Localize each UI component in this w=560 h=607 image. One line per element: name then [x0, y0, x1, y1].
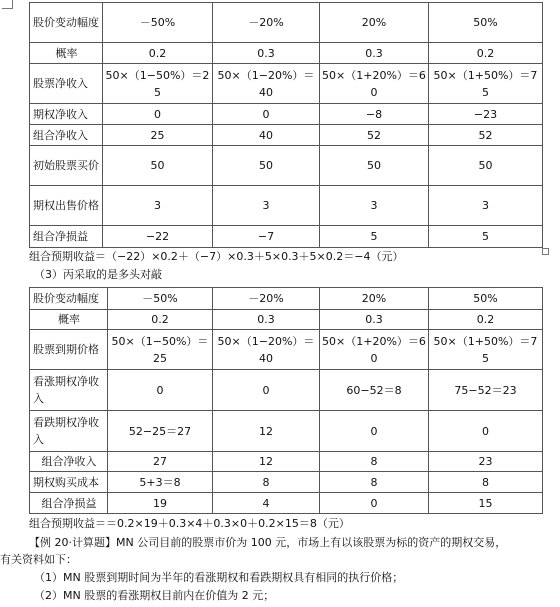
list-item: （1）MN 股票到期时间为半年的看涨期权和看跌期权具有相同的执行价格；	[34, 571, 404, 584]
table-cell: 0.2	[429, 43, 543, 64]
table-cell: 0	[103, 104, 213, 125]
long-straddle-table	[29, 287, 543, 514]
table-cell: 50%	[429, 288, 543, 310]
table-cell: 50	[429, 146, 543, 186]
table-row	[30, 493, 543, 514]
table-cell: 15	[429, 493, 543, 514]
table-row	[30, 472, 543, 493]
section-heading: （3）丙采取的是多头对敲	[34, 268, 162, 281]
table-cell: 3	[213, 186, 320, 226]
table-cell: －50%	[103, 3, 213, 43]
table-cell: 0.3	[320, 310, 429, 330]
table-end-icon	[542, 248, 549, 255]
table-row	[30, 146, 543, 186]
covered-call-table	[29, 2, 543, 248]
table-cell: 0	[429, 411, 543, 452]
table-cell: −22	[103, 226, 213, 248]
table-cell: 50×（1−20%）＝40	[213, 64, 320, 104]
table-row	[30, 226, 543, 248]
example-text: 有关资料如下：	[0, 553, 77, 566]
table-cell: －50%	[108, 288, 213, 310]
table-row	[30, 64, 543, 104]
table-cell: 40	[213, 125, 320, 146]
table-cell: 8	[429, 472, 543, 493]
table-cell: 20%	[320, 3, 429, 43]
table-cell: 0.2	[429, 310, 543, 330]
row-label: 组合净收入	[30, 125, 103, 146]
row-label: 期权净收入	[30, 104, 103, 125]
table-cell: 5	[429, 226, 543, 248]
row-label: 看涨期权净收入	[30, 370, 108, 411]
table-cell: 5+3＝8	[108, 472, 213, 493]
row-label: 初始股票买价	[30, 146, 103, 186]
table-cell: 0	[213, 104, 320, 125]
table-cell: 3	[103, 186, 213, 226]
row-label: 股票净收入	[30, 64, 103, 104]
table-cell: 50×（1+20%）＝60	[320, 64, 429, 104]
table-cell: 52	[429, 125, 543, 146]
table-cell: −8	[320, 104, 429, 125]
row-label: 组合净收入	[30, 452, 108, 472]
table-cell: 50×（1+50%）＝75	[429, 330, 543, 370]
table-cell: 20%	[320, 288, 429, 310]
row-label: 期权购买成本	[30, 472, 108, 493]
row-label: 股价变动幅度	[30, 3, 103, 43]
table-cell: 50×（1−50%）＝25	[103, 64, 213, 104]
table-cell: −7	[213, 226, 320, 248]
table-cell: 75−52＝23	[429, 370, 543, 411]
table-cell: 0.2	[103, 43, 213, 64]
table-cell: 50×（1+50%）＝75	[429, 64, 543, 104]
row-label: 组合净损益	[30, 226, 103, 248]
table-cell: 60−52＝8	[320, 370, 429, 411]
table-cell: 50	[103, 146, 213, 186]
expected-return-line: 组合预期收益＝＝0.2×19＋0.3×4＋0.3×0＋0.2×15＝8（元）	[29, 517, 350, 530]
table-cell: 0	[320, 493, 429, 514]
expected-return-line: 组合预期收益＝（−22）×0.2＋（−7）×0.3＋5×0.3＋5×0.2＝−4（元）	[29, 250, 404, 263]
table-cell: 8	[213, 472, 320, 493]
table-cell: －20%	[213, 3, 320, 43]
table-row	[30, 3, 543, 43]
row-label: 组合净损益	[30, 493, 108, 514]
example-heading: 【例 20·计算题】MN 公司目前的股票市价为 100 元，市场上有以该股票为标的资产的期权交易，	[29, 536, 507, 549]
table-cell: 0.3	[213, 310, 320, 330]
table-cell: 23	[429, 452, 543, 472]
table-row	[30, 104, 543, 125]
table-cell: 52−25＝27	[108, 411, 213, 452]
table-cell: 50	[320, 146, 429, 186]
table-cell: 8	[320, 452, 429, 472]
table-row	[30, 288, 543, 310]
table-cell: 0.3	[213, 43, 320, 64]
table-row	[30, 310, 543, 330]
table-row	[30, 330, 543, 370]
table-cell: 5	[320, 226, 429, 248]
table-cell: 19	[108, 493, 213, 514]
table-cell: 4	[213, 493, 320, 514]
row-label: 股票到期价格	[30, 330, 108, 370]
table-cell: 12	[213, 452, 320, 472]
row-label: 概率	[30, 43, 103, 64]
table-cell: 52	[320, 125, 429, 146]
table-cell: 8	[320, 472, 429, 493]
row-label: 股价变动幅度	[30, 288, 108, 310]
row-label: 期权出售价格	[30, 186, 103, 226]
table-cell: 50×（1−50%）＝25	[108, 330, 213, 370]
table-cell: 12	[213, 411, 320, 452]
table-cell: 0	[320, 411, 429, 452]
table-cell: 0.2	[108, 310, 213, 330]
table-anchor-icon	[2, 0, 13, 9]
table-cell: −23	[429, 104, 543, 125]
table-cell: 50×（1+20%）＝60	[320, 330, 429, 370]
table-row	[30, 411, 543, 452]
row-label: 看跌期权净收入	[30, 411, 108, 452]
table-row	[30, 43, 543, 64]
table-row	[30, 125, 543, 146]
table-cell: 25	[103, 125, 213, 146]
table-cell: 27	[108, 452, 213, 472]
table-cell: 3	[320, 186, 429, 226]
table-cell: －20%	[213, 288, 320, 310]
table-cell: 3	[429, 186, 543, 226]
table-row	[30, 370, 543, 411]
row-label: 概率	[30, 310, 108, 330]
table-cell: 50	[213, 146, 320, 186]
table-row	[30, 452, 543, 472]
list-item: （2）MN 股票的看涨期权目前内在价值为 2 元；	[34, 589, 275, 602]
table-cell: 0	[213, 370, 320, 411]
table-cell: 50×（1−20%）＝40	[213, 330, 320, 370]
table-cell: 0.3	[320, 43, 429, 64]
table-row	[30, 186, 543, 226]
table-cell: 0	[108, 370, 213, 411]
table-cell: 50%	[429, 3, 543, 43]
